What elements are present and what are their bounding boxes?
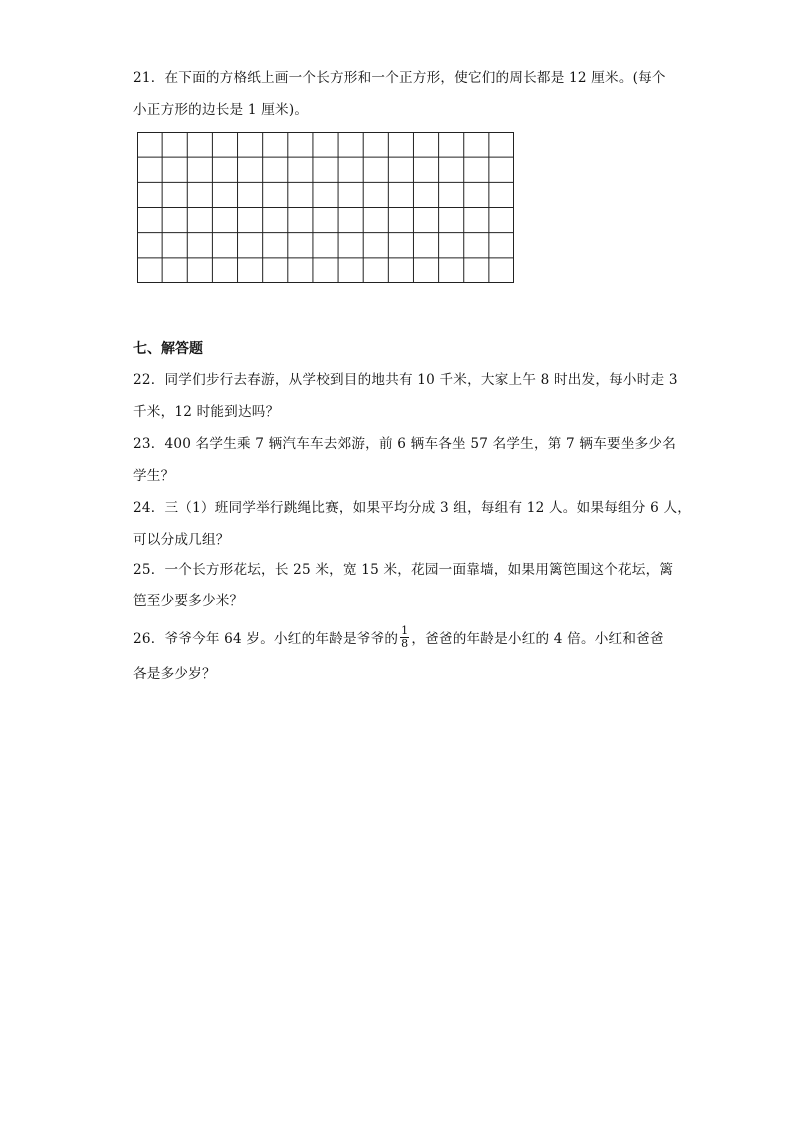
question-26-text-before: 26．爷爷今年 64 岁。小红的年龄是爷爷的 — [133, 631, 399, 647]
fraction-denominator: 8 — [401, 637, 409, 650]
question-24-line-1: 24．三（1）班同学举行跳绳比赛，如果平均分成 3 组，每组有 12 人。如果每组分 6 人， — [133, 500, 692, 516]
question-26-line-1 — [133, 624, 664, 652]
question-26-line-2: 各是多少岁？ — [133, 666, 216, 682]
square-grid-paper — [137, 132, 514, 283]
question-22-line-1: 22．同学们步行去春游，从学校到目的地共有 10 千米，大家上午 8 时出发，每小时走 3 — [133, 372, 678, 388]
question-23-line-2: 学生？ — [133, 468, 175, 484]
section-title: 七、解答题 — [133, 341, 203, 357]
fraction-one-eighth — [400, 625, 409, 650]
question-25-line-1: 25．一个长方形花坛，长 25 米，宽 15 米，花园一面靠墙，如果用篱笆围这个花坛，篱 — [133, 562, 674, 578]
question-25-line-2: 笆至少要多少米？ — [133, 593, 244, 609]
question-21-line-2: 小正方形的边长是 1 厘米)。 — [133, 102, 309, 118]
question-23-line-1: 23．400 名学生乘 7 辆汽车车去郊游，前 6 辆车各坐 57 名学生，第 7 辆车要坐多少名 — [133, 436, 676, 452]
question-22-line-2: 千米，12 时能到达吗？ — [133, 404, 280, 420]
question-21-line-1: 21．在下面的方格纸上画一个长方形和一个正方形，使它们的周长都是 12 厘米。(每个 — [133, 70, 666, 86]
question-26-text-after: ，爸爸的年龄是小红的 4 倍。小红和爸爸 — [411, 631, 664, 647]
question-24-line-2: 可以分成几组？ — [133, 532, 230, 548]
fraction-numerator: 1 — [401, 624, 409, 637]
